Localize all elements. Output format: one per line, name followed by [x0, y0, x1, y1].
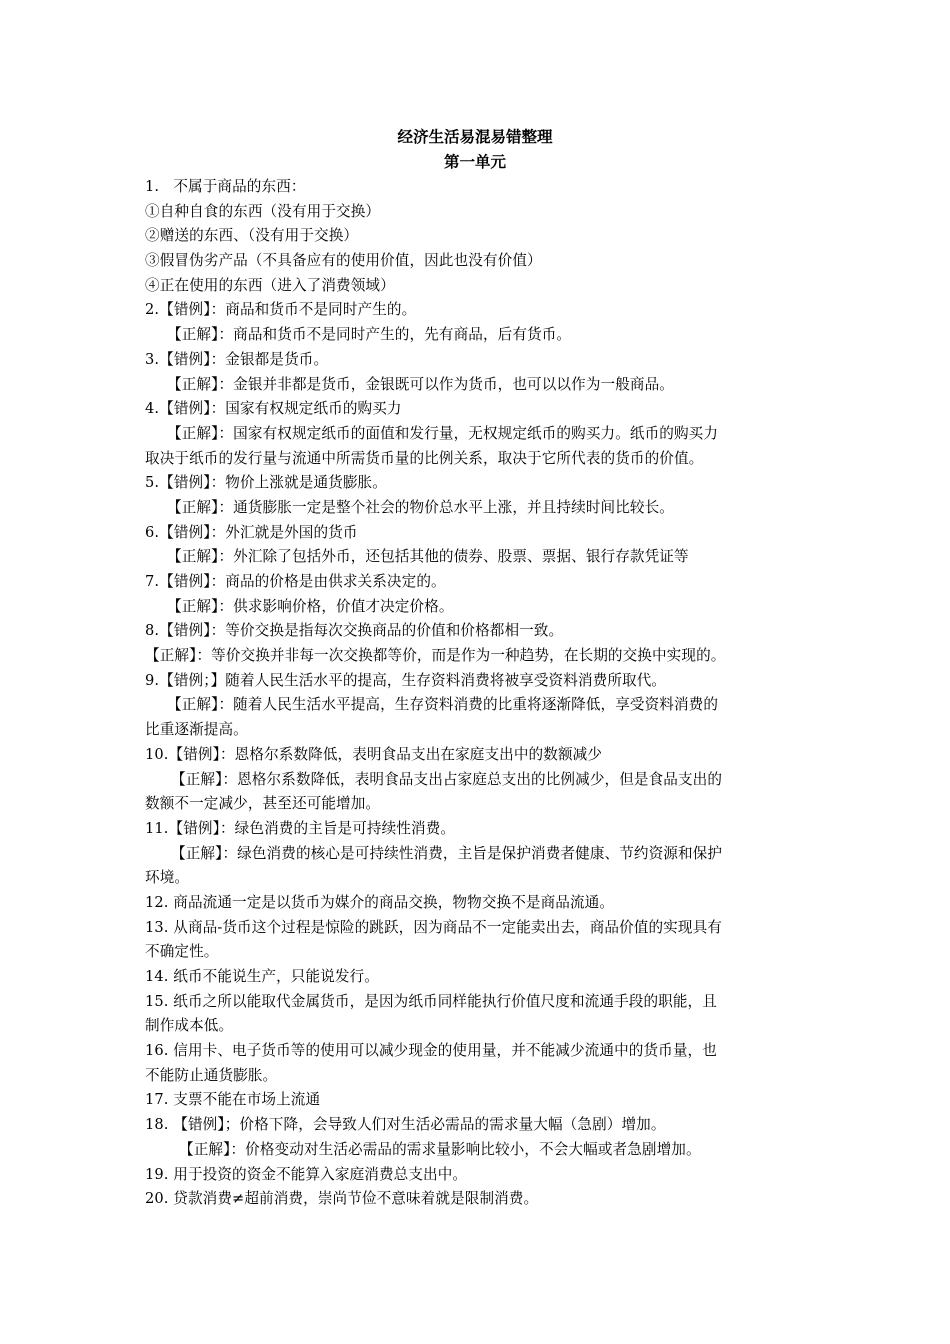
list-item: 19. 用于投资的资金不能算入家庭消费总支出中。 — [145, 1165, 468, 1183]
wrong-example: 10.【错例】：恩格尔系数降低，表明食品支出在家庭支出中的数额减少 — [145, 745, 603, 763]
correct-answer: 【正解】：等价交换并非每一次交换都等价，而是作为一种趋势，在长期的交换中实现的。 — [145, 647, 726, 665]
correct-answer-continued: 比重逐渐提高。 — [145, 721, 248, 739]
list-item: 14. 纸币不能说生产，只能说发行。 — [145, 968, 379, 985]
correct-answer: 【正解】：通货膨胀一定是整个社会的物价总水平上涨，并且持续时间比较长。 — [167, 498, 674, 516]
list-item: 20. 贷款消费≠超前消费，崇尚节俭不意味着就是限制消费。 — [145, 1190, 539, 1208]
list-item: 15. 纸币之所以能取代金属货币，是因为纸币同样能执行价值尺度和流通手段的职能，且 — [145, 992, 717, 1010]
list-item: ②赠送的东西、（没有用于交换） — [145, 227, 359, 245]
wrong-example: 6.【错例】：外汇就是外国的货币 — [145, 523, 358, 541]
correct-answer: 【正解】：商品和货币不是同时产生的，先有商品，后有货币。 — [167, 326, 572, 344]
list-item: 13. 从商品-货币这个过程是惊险的跳跃，因为商品不一定能卖出去，商品价值的实现具有 — [145, 918, 722, 936]
list-item: 17. 支票不能在市场上流通 — [145, 1091, 321, 1109]
list-item-continued: 不确定性。 — [145, 943, 219, 961]
list-item: 12. 商品流通一定是以货币为媒介的商品交换，物物交换不是商品流通。 — [145, 893, 615, 911]
correct-answer: 【正解】：恩格尔系数降低，表明食品支出占家庭总支出的比例减少，但是食品支出的 — [171, 770, 723, 788]
correct-answer: 【正解】：绿色消费的核心是可持续性消费，主旨是保护消费者健康、节约资源和保护 — [171, 844, 723, 862]
correct-answer: 【正解】：供求影响价格，价值才决定价格。 — [167, 597, 454, 615]
wrong-example: 11.【错例】：绿色消费的主旨是可持续性消费。 — [145, 819, 456, 837]
correct-answer: 【正解】：价格变动对生活必需品的需求量影响比较小，不会大幅或者急剧增加。 — [179, 1140, 701, 1158]
list-item-continued: 制作成本低。 — [145, 1017, 234, 1035]
list-item: 1. 不属于商品的东西： — [145, 178, 306, 195]
correct-answer-continued: 数额不一定减少，甚至还可能增加。 — [145, 795, 381, 813]
unit-heading: 第一单元 — [443, 152, 506, 171]
correct-answer-continued: 环境。 — [145, 869, 190, 887]
wrong-example: 5.【错例】：物价上涨就是通货膨胀。 — [145, 474, 387, 492]
list-item: ④正在使用的东西（进入了消费领域） — [145, 276, 395, 294]
correct-answer: 【正解】：外汇除了包括外币，还包括其他的债券、股票、票据、银行存款凭证等 — [167, 548, 689, 566]
correct-answer: 【正解】：随着人民生活水平提高，生存资料消费的比重将逐渐降低，享受资料消费的 — [167, 696, 719, 714]
wrong-example: 18. 【错例】；价格下降，会导致人们对生活必需品的需求量大幅（急剧）增加。 — [145, 1116, 666, 1134]
wrong-example: 7.【错例】：商品的价格是由供求关系决定的。 — [145, 573, 446, 590]
correct-answer-continued: 取决于纸币的发行量与流通中所需货币量的比例关系，取决于它所代表的货币的价值。 — [145, 449, 704, 467]
document-title: 经济生活易混易错整理 — [397, 127, 553, 146]
wrong-example: 9.【错例；】随着人民生活水平的提高，生存资料消费将被享受资料消费所取代。 — [145, 671, 667, 689]
correct-answer: 【正解】：国家有权规定纸币的面值和发行量，无权规定纸币的购买力。纸币的购买力 — [167, 424, 719, 442]
wrong-example: 3.【错例】：金银都是货币。 — [145, 350, 329, 368]
list-item: ③假冒伪劣产品（不具备应有的使用价值，因此也没有价值） — [145, 252, 542, 270]
correct-answer: 【正解】：金银并非都是货币，金银既可以作为货币，也可以以作为一般商品。 — [167, 375, 674, 393]
list-item: 16. 信用卡、电子货币等的使用可以减少现金的使用量，并不能减少流通中的货币量，也 — [145, 1042, 717, 1060]
wrong-example: 4.【错例】：国家有权规定纸币的购买力 — [145, 400, 402, 418]
list-item: ①自种自食的东西（没有用于交换） — [145, 202, 381, 220]
list-item-continued: 不能防止通货膨胀。 — [145, 1066, 278, 1084]
wrong-example: 2.【错例】：商品和货币不是同时产生的。 — [145, 301, 417, 319]
wrong-example: 8.【错例】：等价交换是指每次交换商品的价值和价格都相一致。 — [145, 622, 564, 640]
document-body — [145, 175, 810, 1212]
